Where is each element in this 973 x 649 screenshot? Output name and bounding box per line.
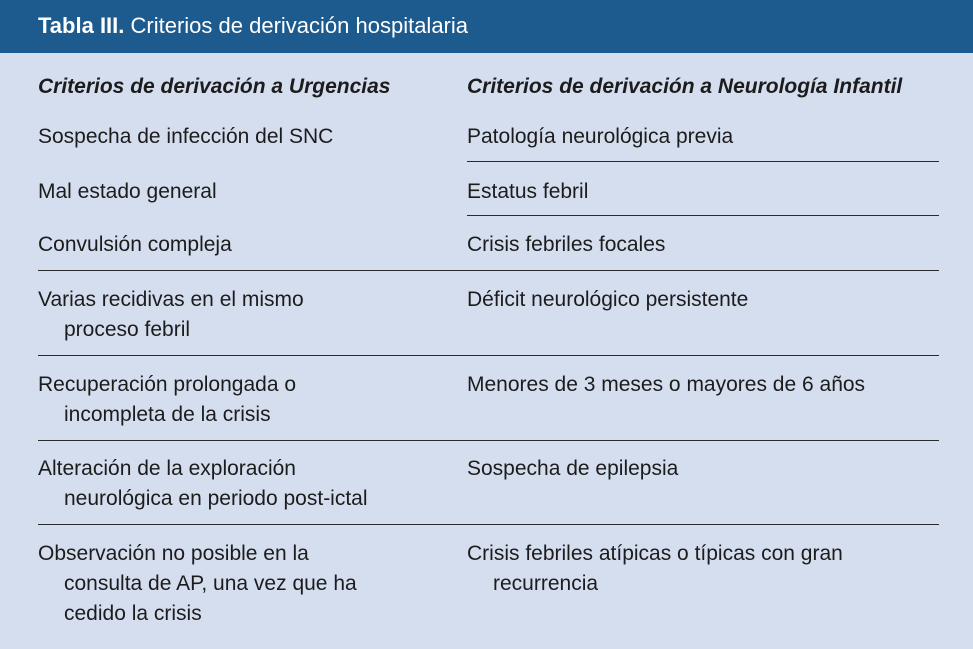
cell-line: Crisis febriles atípicas o típicas con gran bbox=[467, 542, 843, 565]
cell-line: Estatus febril bbox=[467, 180, 589, 203]
table-title: Criterios de derivación hospitalaria bbox=[124, 13, 469, 38]
table-cell-left bbox=[38, 122, 428, 152]
cell-line: Sospecha de epilepsia bbox=[467, 457, 679, 480]
table-cell-left bbox=[38, 370, 428, 430]
cell-line: cedido la crisis bbox=[64, 602, 202, 625]
cell-line: Menores de 3 meses o mayores de 6 años bbox=[467, 373, 866, 396]
table-cell-right bbox=[467, 230, 939, 260]
cell-line: Varias recidivas en el mismo bbox=[38, 288, 304, 311]
cell-line: recurrencia bbox=[493, 572, 599, 595]
cell-line: neurológica en periodo post-ictal bbox=[64, 487, 368, 510]
table-cell-right bbox=[467, 122, 939, 152]
table-cell-right bbox=[467, 370, 939, 400]
table-title-bar bbox=[0, 0, 973, 53]
table-cell-left bbox=[38, 285, 428, 345]
cell-line: Observación no posible en la bbox=[38, 542, 309, 565]
cell-line: Déficit neurológico persistente bbox=[467, 288, 749, 311]
table-cell-left bbox=[38, 177, 428, 207]
row-divider bbox=[467, 161, 939, 162]
row-divider bbox=[38, 270, 939, 271]
row-divider bbox=[467, 215, 939, 216]
table-cell-right bbox=[467, 454, 939, 484]
cell-line: Convulsión compleja bbox=[38, 233, 232, 256]
cell-line: proceso febril bbox=[64, 318, 191, 341]
cell-line: Recuperación prolongada o bbox=[38, 373, 297, 396]
cell-line: Crisis febriles focales bbox=[467, 233, 666, 256]
table-cell-left bbox=[38, 230, 428, 260]
cell-line: Patología neurológica previa bbox=[467, 125, 734, 148]
table-cell-left bbox=[38, 539, 428, 629]
row-divider bbox=[38, 524, 939, 525]
row-divider bbox=[38, 355, 939, 356]
table-number: Tabla III. bbox=[38, 13, 125, 38]
column-header-neurologia: Criterios de derivación a Neurología Infantil bbox=[467, 75, 903, 98]
row-divider bbox=[38, 440, 939, 441]
table-cell-right bbox=[467, 539, 939, 599]
cell-line: Mal estado general bbox=[38, 180, 217, 203]
cell-line: consulta de AP, una vez que ha bbox=[64, 572, 357, 595]
cell-line: Alteración de la exploración bbox=[38, 457, 296, 480]
table-cell-left bbox=[38, 454, 428, 514]
table-cell-right bbox=[467, 285, 939, 315]
table-cell-right bbox=[467, 177, 939, 207]
cell-line: Sospecha de infección del SNC bbox=[38, 125, 334, 148]
cell-line: incompleta de la crisis bbox=[64, 403, 271, 426]
column-header-urgencias: Criterios de derivación a Urgencias bbox=[38, 75, 391, 98]
